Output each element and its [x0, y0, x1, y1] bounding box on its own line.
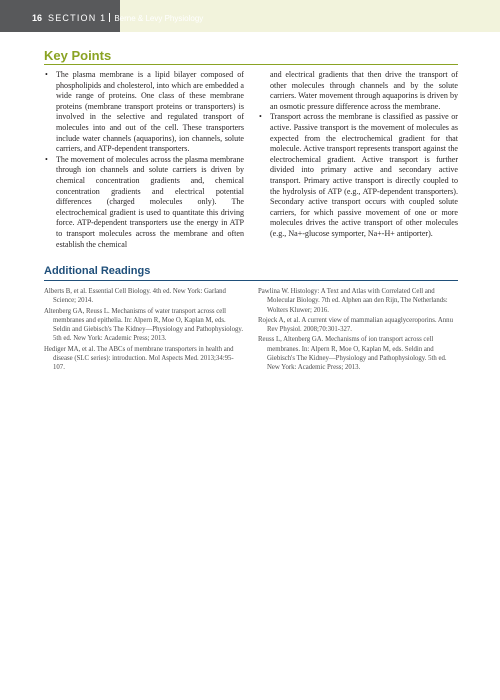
- key-point-2-continued: and electrical gradients that then drive the transport of other molecules through channels and by the solute carriers. Water movement through aquaporins is driven by an osmotic pressure difference across the membrane.: [270, 70, 458, 111]
- key-points-heading: Key Points: [44, 48, 112, 63]
- additional-readings-heading: Additional Readings: [44, 265, 151, 277]
- page-number: 16: [32, 13, 43, 23]
- reference-item: Rojeck A, et al. A current view of mammalian aquaglyceroporins. Annu Rev Physiol. 2008;70:301-327.: [258, 316, 453, 333]
- reference-item: Alberts B, et al. Essential Cell Biology. 4th ed. New York: Garland Science; 2014.: [44, 288, 226, 305]
- running-header: [0, 0, 500, 32]
- reference-item: Hediger MA, et al. The ABCs of membrane transporters in health and disease (SLC series): introduction. Mol Aspects Med. 2013;34:95-107.: [44, 345, 234, 371]
- reference-item: Pawlina W. Histology: A Text and Atlas with Correlated Cell and Molecular Biology. 7th ed. Alphen aan den Rijn, The Netherlands: Wolters Kluwer; 2016.: [258, 288, 448, 314]
- key-points-right-column: [258, 70, 458, 240]
- section-label: SECTION 1: [48, 13, 107, 23]
- key-points-rule: [44, 64, 458, 65]
- key-point-1: • The plasma membrane is a lipid bilayer composed of phospholipids and cholesterol, into which are embedded a wide range of proteins. One class of these membrane proteins (membrane transport proteins or transporters) is involved in the selective and regulated transport of molecules into and out of the cell. These transporters include water channels (aquaporins), ion channels, solute carriers, and ATP-dependent transporters.: [44, 70, 244, 155]
- key-point-2: • The movement of molecules across the plasma membrane through ion channels and solute carriers is driven by chemical concentration gradients and, chemical concentration gradients and electrical potential differences (charged molecules only). The electrochemical gradient is used to quantitate this driving force. ATP-dependent transporters use the energy in ATP to transport molecules across the membrane and often establish the chemical: [44, 155, 244, 250]
- book-title: Berne & Levy Physiology: [114, 14, 204, 23]
- header-divider: [109, 13, 110, 22]
- additional-readings-rule: [44, 280, 458, 281]
- references-right-column: [258, 287, 458, 373]
- reference-item: Reuss L, Altenberg GA. Mechanisms of ion transport across cell membranes. In: Alpern R, Moe O, Kaplan M, eds. Seldin and Giebisch's The Kidney—Physiology and Pathophysiology. 5th ed. New York: Academic Press; 2013.: [258, 336, 447, 371]
- reference-item: Altenberg GA, Reuss L. Mechanisms of water transport across cell membranes and epithelia. In: Alpern R, Moe O, Kaplan M, eds. Seldin and Giebisch's The Kidney—Physiology and Pathophysiology. 5th ed. New York: Academic Press; 2013.: [44, 307, 244, 343]
- references-left-column: [44, 287, 244, 373]
- key-points-left-column: [44, 70, 244, 250]
- header-text: [32, 13, 203, 24]
- key-point-3: • Transport across the membrane is classified as passive or active. Passive transport is the movement of molecules as expected from the electrochemical gradient for that molecule. Active transport represents transport against the electrochemical gradient. Active transport is further divided into primary active and secondary active transport. Primary active transport is directly coupled to the hydrolysis of ATP (e.g., ATP-dependent transporters). Secondary active transport occurs with coupled solute carriers, for which passive movement of one or more molecules drives the active transport of other molecules (e.g., Na+-glucose symporter, Na+-H+ antiporter).: [258, 112, 458, 239]
